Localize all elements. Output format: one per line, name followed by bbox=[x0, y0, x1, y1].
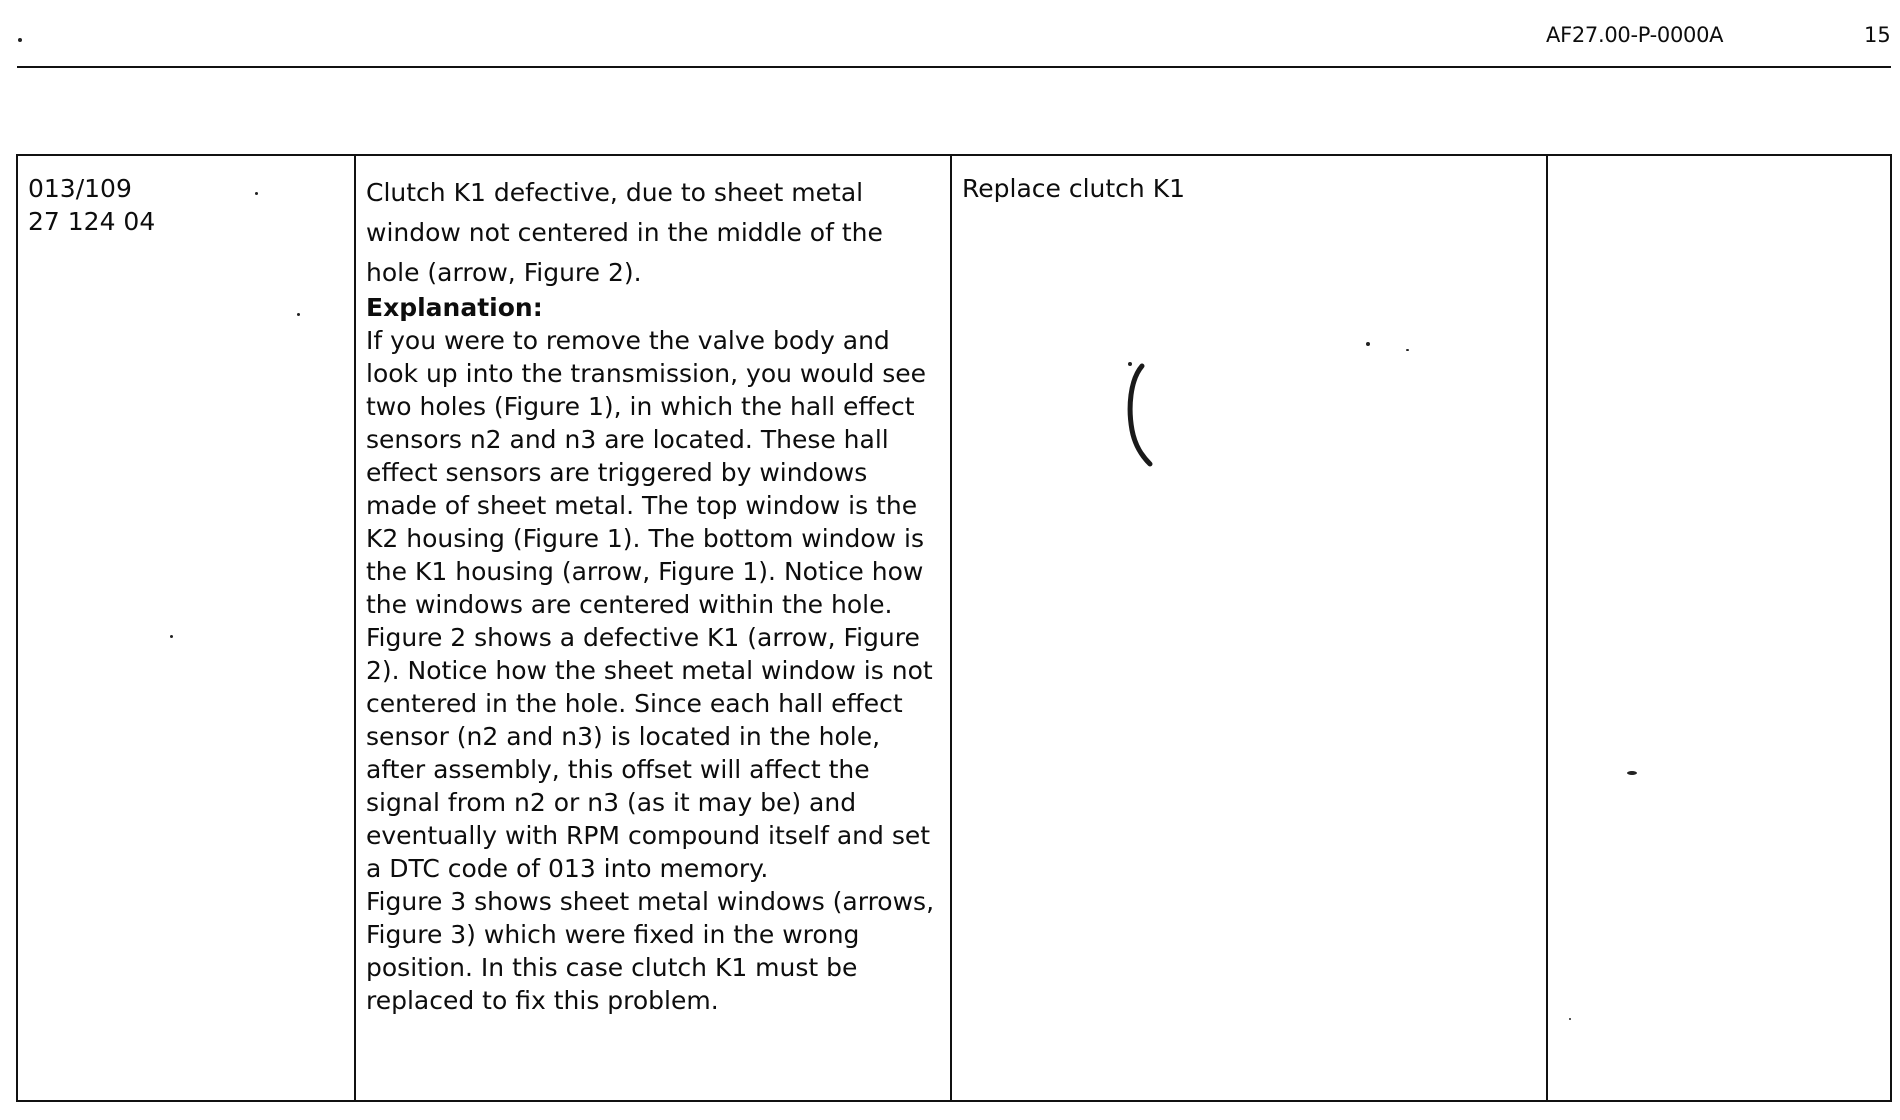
scan-speck bbox=[18, 38, 22, 42]
part-number: 27 124 04 bbox=[28, 207, 156, 236]
fault-code-cell bbox=[17, 155, 355, 1101]
explanation-paragraph: Figure 3 shows sheet metal windows (arrows, Figure 3) which were fixed in the wrong position. In this case clutch K1 must be replaced to fix this problem. bbox=[366, 887, 935, 1015]
cause-cell bbox=[355, 155, 951, 1101]
scan-speck bbox=[1569, 1018, 1571, 1020]
document-id: AF27.00-P-0000A bbox=[1546, 23, 1724, 47]
scan-speck bbox=[170, 635, 173, 638]
scan-speck bbox=[297, 313, 300, 316]
notes-cell bbox=[1547, 155, 1891, 1101]
fault-code: 013/109 bbox=[28, 174, 132, 203]
fault-table bbox=[16, 154, 1892, 1102]
pen-stroke-mark bbox=[1120, 360, 1170, 470]
remedy-text: Replace clutch K1 bbox=[962, 174, 1186, 203]
table-row bbox=[17, 155, 1891, 1101]
cause-summary: Clutch K1 defective, due to sheet metal window not centered in the middle of the hole (arrow, Figure 2). bbox=[366, 178, 883, 287]
explanation-paragraph: Figure 2 shows a defective K1 (arrow, Figure 2). Notice how the sheet metal window is not centered in the hole. Since each hall effect sensor (n2 and n3) is located in the hole, after assembly, this offset will affect the signal from n2 or n3 (as it may be) and eventually with RPM compound itself and set a DTC code of 013 into memory. bbox=[366, 623, 933, 883]
explanation-paragraph: If you were to remove the valve body and look up into the transmission, you would see two holes (Figure 1), in which the hall effect sensors n2 and n3 are located. These hall effect sensors are triggered by windows made of sheet metal. The top window is the K2 housing (Figure 1). The bottom window is the K1 housing (arrow, Figure 1). Notice how the windows are centered within the hole. bbox=[366, 326, 927, 619]
scan-speck bbox=[255, 192, 258, 195]
scan-speck bbox=[1366, 342, 1370, 346]
scan-speck bbox=[1627, 771, 1637, 775]
scan-speck bbox=[1406, 349, 1409, 351]
page-number: 15 bbox=[1864, 23, 1891, 47]
explanation-heading: Explanation: bbox=[366, 293, 543, 322]
notes-text bbox=[1548, 156, 1890, 172]
header-divider bbox=[17, 66, 1891, 68]
remedy-cell bbox=[951, 155, 1547, 1101]
